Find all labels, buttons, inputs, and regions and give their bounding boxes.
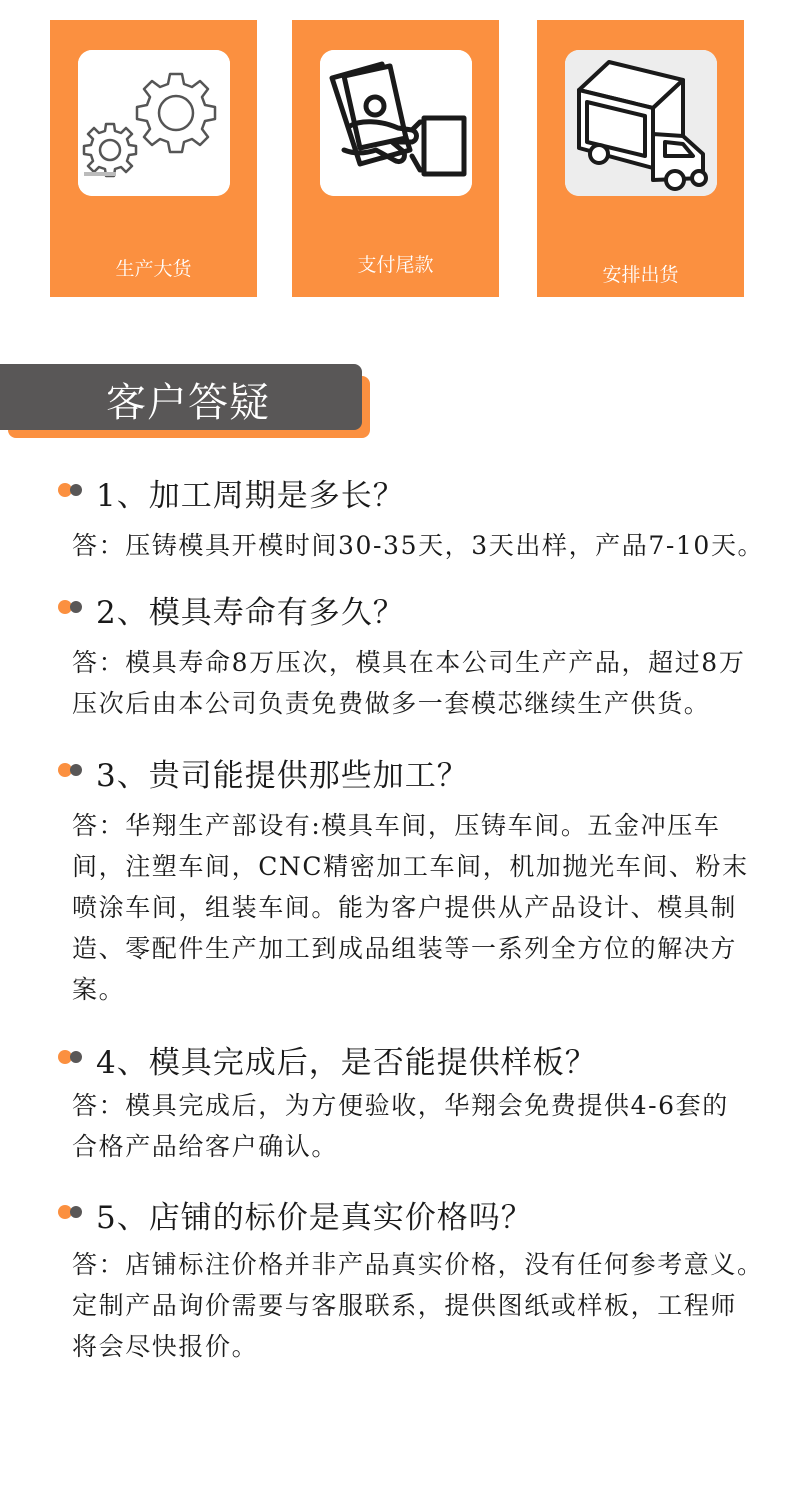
step-label: 生产大货 [115, 258, 192, 280]
answer-line: 间，注塑车间，CNC精密加工车间，机加抛光车间、粉末 [72, 852, 749, 881]
section-banner [0, 364, 362, 430]
faq-answer [72, 1085, 729, 1167]
faq-answer [72, 805, 749, 1010]
gears-image [78, 50, 230, 196]
answer-line: 答：店铺标注价格并非产品真实价格，没有任何参考意义。 [72, 1250, 764, 1279]
bullet-icon [58, 597, 92, 615]
bullet-icon [58, 1047, 92, 1065]
hand-money-icon [320, 50, 472, 196]
faq-answer [72, 525, 764, 566]
answer-line: 喷涂车间，组装车间。能为客户提供从产品设计、模具制 [72, 893, 738, 922]
answer-line: 答：模具寿命8万压次，模具在本公司生产产品，超过8万 [72, 648, 746, 677]
faq-answer [72, 1244, 764, 1367]
bullet-icon [58, 760, 92, 778]
answer-line: 案。 [72, 975, 126, 1004]
faq-question: 2、模具寿命有多久？ [96, 595, 405, 631]
answer-line: 造、零配件生产加工到成品组装等一系列全方位的解决方 [72, 934, 738, 963]
faq-answer [72, 642, 745, 724]
step-card-shipping [537, 20, 744, 297]
step-card-payment [292, 20, 499, 297]
answer-line: 将会尽快报价。 [72, 1332, 259, 1361]
answer-line: 合格产品给客户确认。 [72, 1132, 339, 1161]
step-label: 安排出货 [602, 264, 679, 286]
payment-image [320, 50, 472, 196]
answer-line: 压次后由本公司负责免费做多一套模芯继续生产供货。 [72, 689, 711, 718]
faq-question: 3、贵司能提供那些加工？ [96, 758, 469, 794]
answer-line: 答：压铸模具开模时间30-35天，3天出样，产品7-10天。 [72, 531, 765, 560]
bullet-icon [58, 1202, 92, 1220]
faq-question: 5、店铺的标价是真实价格吗？ [96, 1200, 533, 1236]
bullet-icon [58, 480, 92, 498]
truck-image [565, 50, 717, 196]
answer-line: 答：模具完成后，为方便验收，华翔会免费提供4-6套的 [72, 1091, 729, 1120]
gears-icon [78, 50, 230, 196]
answer-line: 答：华翔生产部设有:模具车间，压铸车间。五金冲压车 [72, 811, 721, 840]
faq-question: 4、模具完成后，是否能提供样板？ [96, 1045, 597, 1081]
delivery-truck-icon [565, 50, 717, 196]
step-card-production [50, 20, 257, 297]
faq-question: 1、加工周期是多长？ [96, 478, 405, 514]
section-title: 客户答疑 [106, 380, 270, 426]
answer-line: 定制产品询价需要与客服联系，提供图纸或样板，工程师 [72, 1291, 738, 1320]
step-label: 支付尾款 [357, 254, 434, 276]
